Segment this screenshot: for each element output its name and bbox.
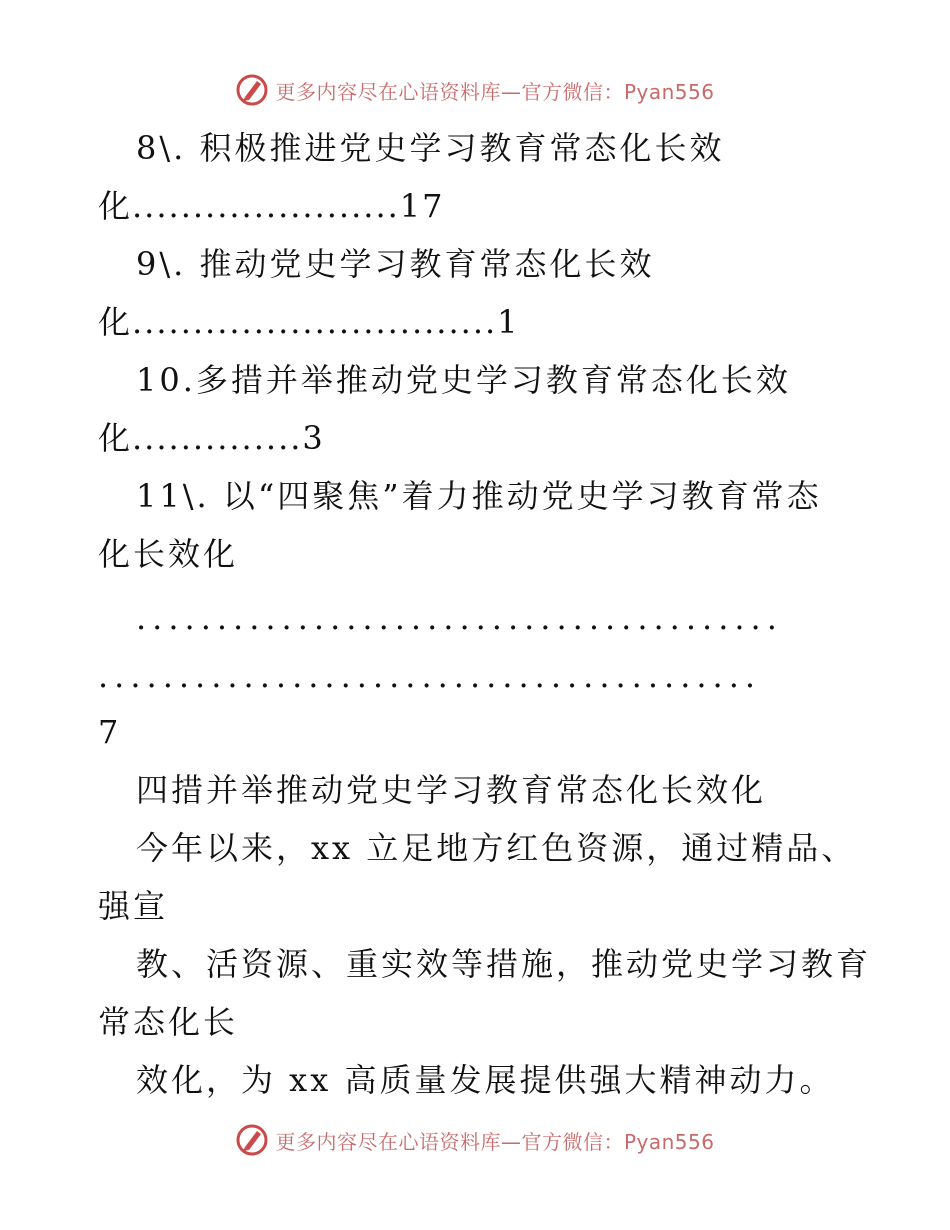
toc-entry-11-page: 7 [98,713,122,751]
watermark-text: 更多内容尽在心语资料库—官方微信：Pyan556 [275,79,715,104]
paragraph-line-1: 今年以来，xx 立足地方红色资源，通过精品、 [136,829,857,867]
paragraph-line-2: 强宣 [98,887,169,925]
toc-leader-dots-1: ........................................ [136,599,783,637]
pen-badge-icon [235,1123,269,1157]
toc-entry-10-page: 化..............3 [98,419,325,457]
paragraph-line-3: 教、活资源、重实效等措施，推动党史学习教育 [136,945,872,983]
toc-entry-11: 11\. 以“四聚焦”着力推动党史学习教育常态 [136,477,822,515]
toc-entry-8-page: 化......................17 [98,187,445,225]
watermark-text: 更多内容尽在心语资料库—官方微信：Pyan556 [275,1129,715,1154]
toc-entry-11-cont: 化长效化 [98,535,239,573]
footer-watermark [0,1120,950,1160]
toc-leader-dots-2: ......................................... [98,657,762,695]
toc-entry-8: 8\. 积极推进党史学习教育常态化长效 [136,129,725,167]
paragraph-line-5: 效化，为 xx 高质量发展提供强大精神动力。 [136,1061,835,1099]
toc-entry-9: 9\. 推动党史学习教育常态化长效 [136,245,655,283]
toc-entry-10: 10.多措并举推动党史学习教育常态化长效 [136,361,791,399]
header-watermark [0,70,950,110]
paragraph-line-4: 常态化长 [98,1003,239,1041]
section-heading: 四措并举推动党史学习教育常态化长效化 [136,771,767,809]
pen-badge-icon [235,73,269,107]
toc-entry-9-page: 化..............................1 [98,303,520,341]
